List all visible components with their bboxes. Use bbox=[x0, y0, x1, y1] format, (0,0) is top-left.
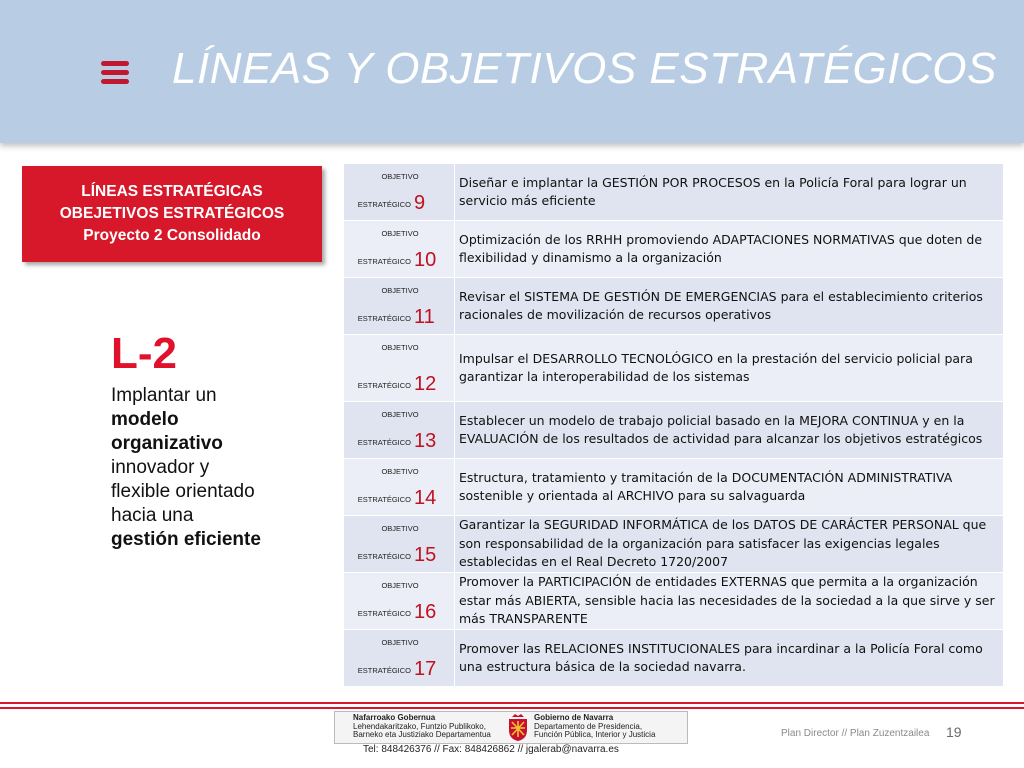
strategic-line-code: L-2 bbox=[111, 329, 177, 378]
objective-label: OBJETIVO bbox=[381, 286, 419, 295]
objective-number-cell bbox=[344, 335, 455, 402]
objective-description: Impulsar el DESARROLLO TECNOLÓGICO en la prestación del servicio policial para garantizar la interoperabilidad de los sistemas bbox=[455, 335, 1004, 402]
objective-description: Promover la PARTICIPACIÓN de entidades EXTERNAS que permita a la organización estar más ABIERTA, sensible hacia las necesidades de la sociedad a la que sirve y ser más TRANSPARENTE bbox=[455, 573, 1004, 630]
strategic-label: ESTRATÉGICO bbox=[357, 257, 411, 266]
objective-label: OBJETIVO bbox=[381, 410, 419, 419]
objective-label: OBJETIVO bbox=[381, 172, 419, 181]
desc-bold-1: modelo organizativo bbox=[111, 409, 223, 454]
objective-number-cell bbox=[344, 573, 455, 630]
objective-number: 15 bbox=[414, 544, 437, 566]
strategic-label: ESTRATÉGICO bbox=[357, 495, 411, 504]
objective-description: Optimización de los RRHH promoviendo ADAPTACIONES NORMATIVAS que doten de flexibilidad y dinamismo a la organización bbox=[455, 221, 1004, 278]
objective-description: Diseñar e implantar la GESTIÓN POR PROCESOS en la Policía Foral para lograr un servicio más eficiente bbox=[455, 164, 1004, 221]
box-line-3: Proyecto 2 Consolidado bbox=[83, 227, 261, 244]
objective-label: OBJETIVO bbox=[381, 524, 419, 533]
objective-number: 9 bbox=[414, 192, 426, 214]
objective-number-cell bbox=[344, 221, 455, 278]
gov-right-line-1: Departamento de Presidencia, bbox=[534, 721, 643, 731]
objective-label: OBJETIVO bbox=[381, 638, 419, 647]
objective-row bbox=[344, 459, 1004, 516]
footer-rule-top bbox=[0, 702, 1024, 704]
strategic-line-description bbox=[111, 384, 261, 552]
strategic-label: ESTRATÉGICO bbox=[357, 314, 411, 323]
strategic-label: ESTRATÉGICO bbox=[357, 609, 411, 618]
strategic-lines-box bbox=[22, 166, 322, 262]
objective-description: Promover las RELACIONES INSTITUCIONALES para incardinar a la Policía Foral como una estructura básica de la sociedad navarra. bbox=[455, 630, 1004, 687]
objective-description: Establecer un modelo de trabajo policial basado en la MEJORA CONTINUA y en la EVALUACIÓN de los resultados de actividad para alcanzar los objetivos estratégicos bbox=[455, 402, 1004, 459]
objective-label: OBJETIVO bbox=[381, 467, 419, 476]
gov-logo-spanish bbox=[534, 714, 684, 740]
gov-logo-basque bbox=[353, 714, 503, 740]
objective-number: 11 bbox=[414, 306, 435, 328]
objective-row bbox=[344, 402, 1004, 459]
desc-part-2: innovador y flexible orientado hacia una bbox=[111, 457, 255, 526]
strategic-label: ESTRATÉGICO bbox=[357, 438, 411, 447]
objective-description: Estructura, tratamiento y tramitación de la DOCUMENTACIÓN ADMINISTRATIVA sostenible y orientada al ARCHIVO para su salvaguarda bbox=[455, 459, 1004, 516]
objective-number-cell bbox=[344, 402, 455, 459]
footer-rule-bottom bbox=[0, 707, 1024, 709]
page-title: LÍNEAS Y OBJETIVOS ESTRATÉGICOS bbox=[172, 44, 997, 93]
page-number: 19 bbox=[946, 724, 962, 740]
hamburger-menu-icon[interactable] bbox=[101, 61, 129, 85]
contact-info: Tel: 848426376 // Fax: 848426862 // jgalerab@navarra.es bbox=[363, 744, 619, 755]
objective-number-cell bbox=[344, 278, 455, 335]
slide-header bbox=[0, 0, 1024, 143]
objective-number-cell bbox=[344, 459, 455, 516]
objective-row bbox=[344, 164, 1004, 221]
objective-number-cell bbox=[344, 516, 455, 573]
strategic-label: ESTRATÉGICO bbox=[357, 552, 411, 561]
objective-label: OBJETIVO bbox=[381, 343, 419, 352]
objective-number: 12 bbox=[414, 373, 437, 395]
navarra-crest-icon bbox=[507, 713, 529, 742]
objective-row bbox=[344, 516, 1004, 573]
objective-number: 13 bbox=[414, 430, 437, 452]
objective-description: Garantizar la SEGURIDAD INFORMÁTICA de los DATOS DE CARÁCTER PERSONAL que son responsabilidad de la organización para satisfacer las exigencias legales establecidas en el Real Decreto 1720/2007 bbox=[455, 516, 1004, 573]
objective-label: OBJETIVO bbox=[381, 581, 419, 590]
objective-row bbox=[344, 630, 1004, 687]
objective-label: OBJETIVO bbox=[381, 229, 419, 238]
objective-row bbox=[344, 335, 1004, 402]
strategic-label: ESTRATÉGICO bbox=[357, 200, 411, 209]
gov-left-title: Nafarroako Gobernua bbox=[353, 713, 436, 722]
gov-left-line-1: Lehendakaritzako, Funtzio Publikoko, bbox=[353, 721, 486, 731]
objective-number: 14 bbox=[414, 487, 437, 509]
objective-row bbox=[344, 221, 1004, 278]
objective-number: 10 bbox=[414, 249, 437, 271]
objective-row bbox=[344, 278, 1004, 335]
box-line-2: OBEJETIVOS ESTRATÉGICOS bbox=[59, 205, 285, 222]
desc-bold-2: gestión eficiente bbox=[111, 529, 261, 550]
objective-number-cell bbox=[344, 164, 455, 221]
objectives-table bbox=[343, 163, 1004, 687]
objective-row bbox=[344, 573, 1004, 630]
box-line-1: LÍNEAS ESTRATÉGICAS bbox=[81, 183, 263, 200]
gov-right-title: Gobierno de Navarra bbox=[534, 713, 614, 722]
objective-number-cell bbox=[344, 630, 455, 687]
strategic-label: ESTRATÉGICO bbox=[357, 666, 411, 675]
gov-right-line-2: Función Pública, Interior y Justicia bbox=[534, 730, 656, 739]
objective-number: 16 bbox=[414, 601, 437, 623]
gov-left-line-2: Barneko eta Justiziako Departamentua bbox=[353, 730, 491, 739]
objective-number: 17 bbox=[414, 658, 437, 680]
strategic-label: ESTRATÉGICO bbox=[357, 381, 411, 390]
desc-part-1: Implantar un bbox=[111, 385, 217, 406]
objective-description: Revisar el SISTEMA DE GESTIÓN DE EMERGENCIAS para el establecimiento criterios racionales de movilización de recursos operativos bbox=[455, 278, 1004, 335]
plan-director-label: Plan Director // Plan Zuzentzailea bbox=[781, 728, 930, 739]
government-logo bbox=[334, 711, 688, 744]
